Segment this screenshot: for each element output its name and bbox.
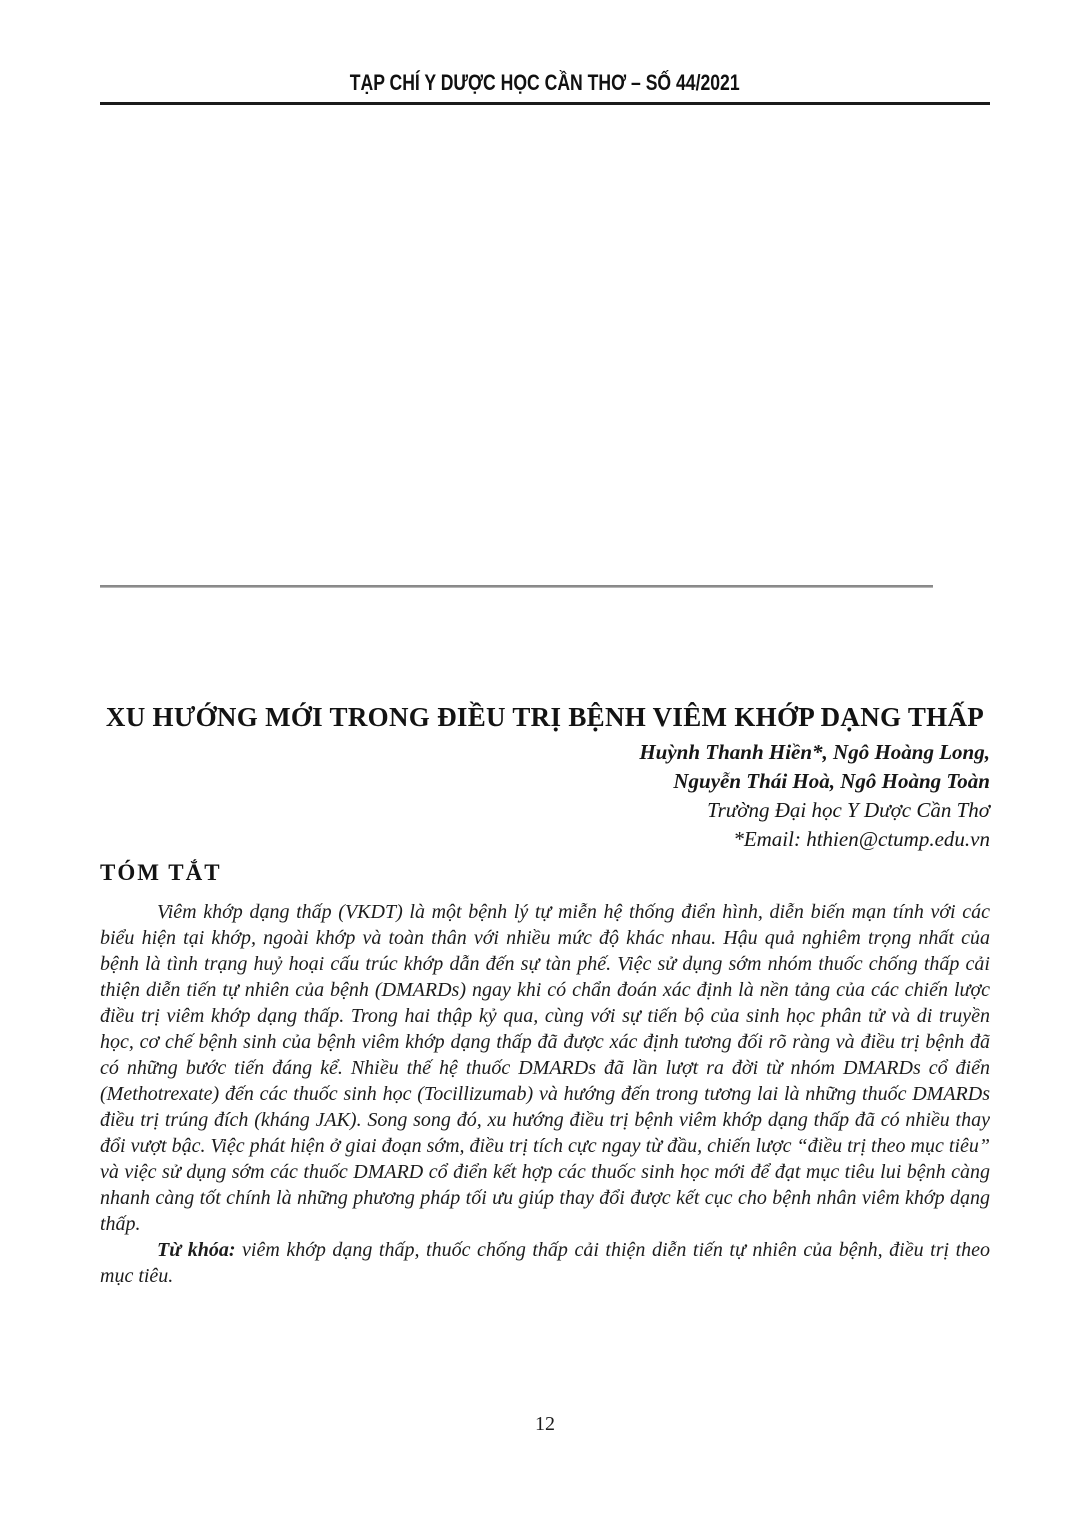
authors-line-2: Nguyễn Thái Hoà, Ngô Hoàng Toàn — [673, 769, 990, 793]
keywords-paragraph — [100, 1237, 990, 1289]
journal-header — [0, 70, 1090, 96]
abstract-paragraph: Viêm khớp dạng thấp (VKDT) là một bệnh lý tự miễn hệ thống điển hình, diễn biến mạn tính với các biểu hiện tại khớp, ngoài khớp và toàn thân với nhiều mức độ khác nhau. Hậu quả nghiêm trọng nhất của bệnh là tình trạng huỷ hoại cấu trúc khớp dẫn đến sự tàn phế. Việc sử dụng sớm nhóm thuốc chống thấp cải thiện diễn tiến tự nhiên của bệnh (DMARDs) ngay khi có chẩn đoán xác định là nền tảng của các chiến lược điều trị viêm khớp dạng thấp. Trong hai thập kỷ qua, cùng với sự tiến bộ của sinh học phân tử và di truyền học, cơ chế bệnh sinh của bệnh viêm khớp dạng thấp đã được xác định tương đối rõ ràng và điều trị bệnh đã có những bước tiến đáng kể. Nhiều thế hệ thuốc DMARDs đã lần lượt ra đời từ nhóm DMARDs cổ điển (Methotrexate) đến các thuốc sinh học (Tocillizumab) và hướng đến trong tương lai là những thuốc DMARDs điều trị trúng đích (kháng JAK). Song song đó, xu hướng điều trị bệnh viêm khớp dạng thấp đã có nhiều thay đổi vượt bậc. Việc phát hiện ở giai đoạn sớm, điều trị tích cực ngay từ đầu, chiến lược “điều trị theo mục tiêu” và việc sử dụng sớm các thuốc DMARD cổ điển kết hợp các thuốc sinh học mới để đạt mục tiêu lui bệnh càng nhanh càng tốt chính là những phương pháp tối ưu giúp thay đổi được kết cục cho bệnh nhân viêm khớp dạng thấp. — [100, 901, 990, 1235]
abstract-heading: TÓM TẮT — [100, 860, 222, 885]
article-title: XU HƯỚNG MỚI TRONG ĐIỀU TRỊ BỆNH VIÊM KHỚP DẠNG THẤP — [105, 702, 985, 732]
byline-block — [100, 738, 990, 854]
affiliation: Trường Đại học Y Dược Cần Thơ — [707, 798, 990, 822]
section-divider-line — [100, 585, 933, 588]
header-divider-line — [100, 102, 990, 105]
journal-header-title: TẠP CHÍ Y DƯỢC HỌC CẦN THƠ – SỐ 44/2021 — [350, 70, 740, 95]
keywords-label: Từ khóa: — [157, 1239, 236, 1261]
page-number: 12 — [535, 1413, 555, 1435]
corresponding-email: *Email: hthien@ctump.edu.vn — [733, 827, 990, 851]
keywords-text: viêm khớp dạng thấp, thuốc chống thấp cải thiện diễn tiến tự nhiên của bệnh, điều trị theo mục tiêu. — [100, 1239, 990, 1287]
authors-line-1: Huỳnh Thanh Hiền*, Ngô Hoàng Long, — [639, 740, 990, 764]
abstract-section — [100, 899, 990, 1289]
